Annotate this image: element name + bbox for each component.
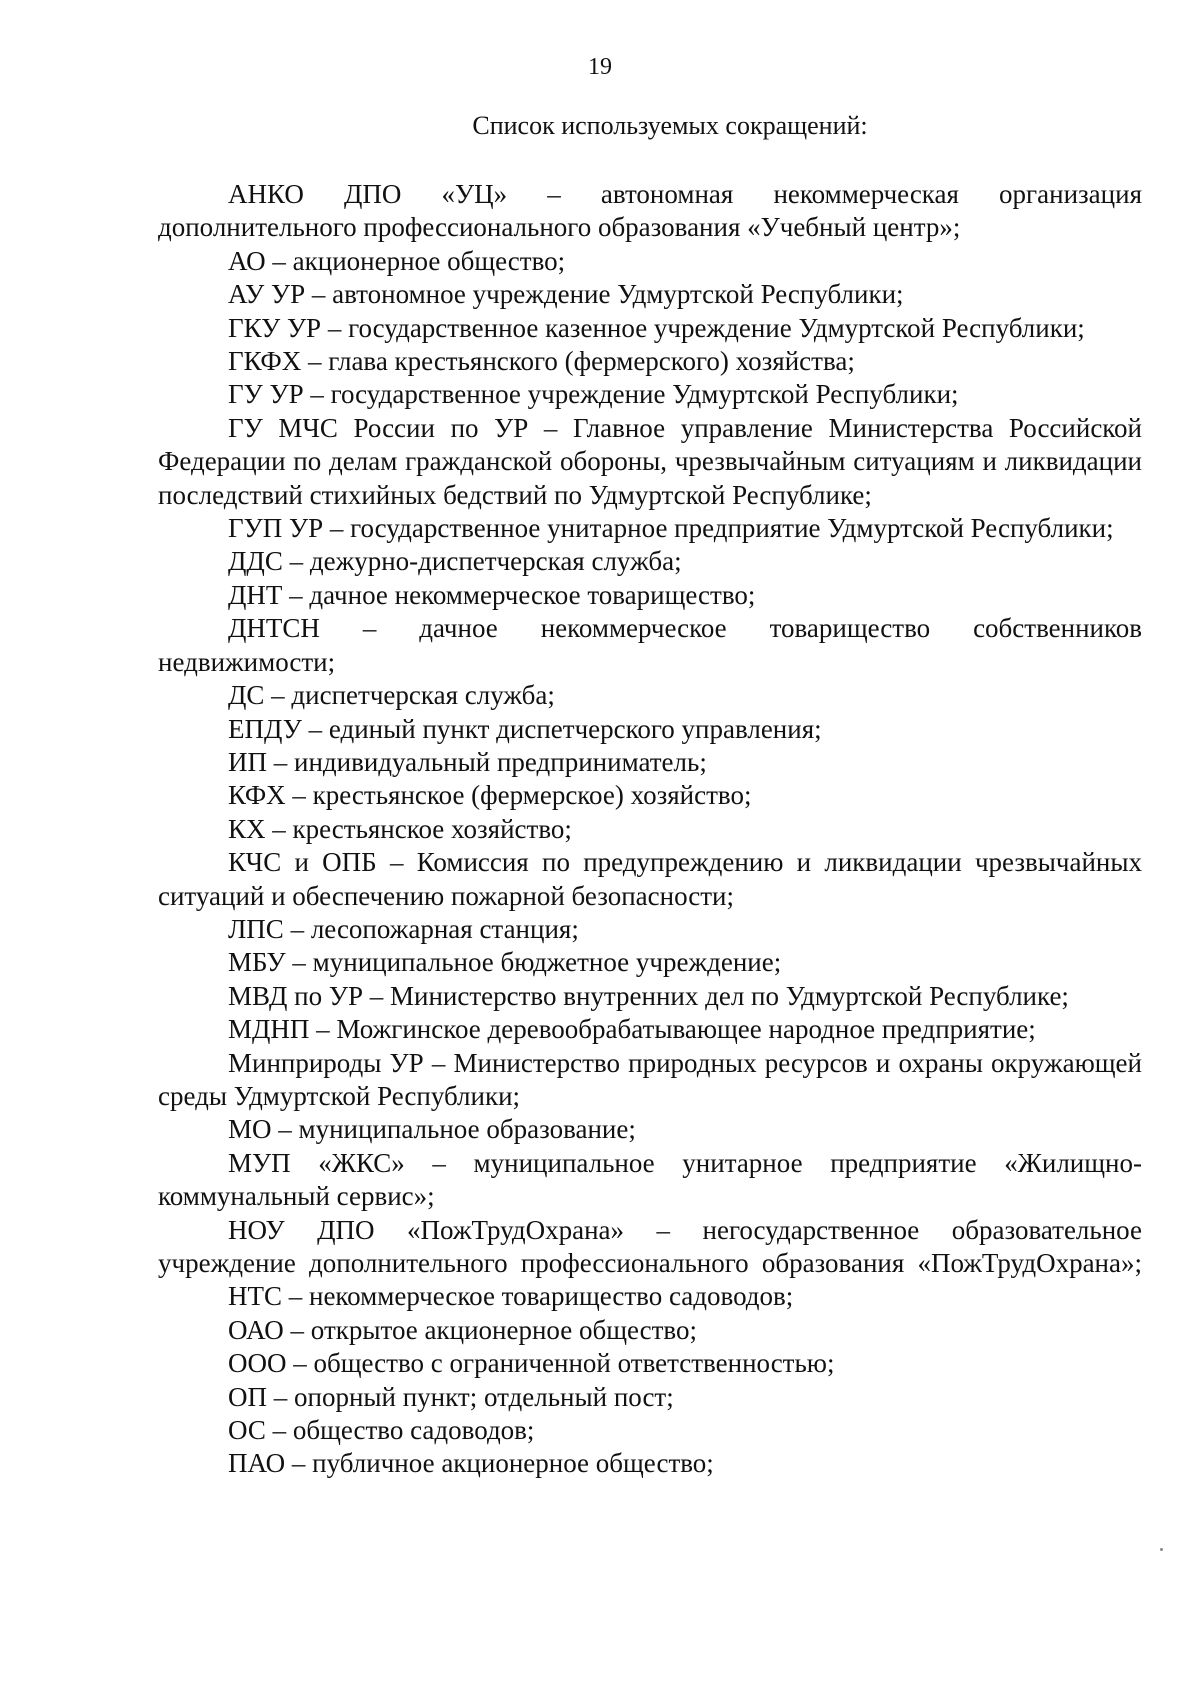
page-title: Список используемых сокращений: [472,111,868,140]
abbreviation-item: АНКО ДПО «УЦ» – автономная некоммерческая организация дополнительного профессионального образования «Учебный центр»; [158,179,1142,243]
abbreviation-item: ОС – общество садоводов; [228,1415,535,1446]
abbreviation-item: КФХ – крестьянское (фермерское) хозяйство; [228,780,752,811]
abbreviation-item: ПАО – публичное акционерное общество; [228,1448,714,1479]
abbreviation-item: ДНТСН – дачное некоммерческое товарищество собственников недвижимости; [158,613,1142,677]
abbreviation-item: КЧС и ОПБ – Комиссия по предупреждению и ликвидации чрезвычайных ситуаций и обеспечению пожарной безопасности; [158,847,1142,911]
abbreviation-item: МУП «ЖКС» – муниципальное унитарное предприятие «Жилищно-коммунальный сервис»; [158,1147,1142,1212]
abbreviation-item: ОАО – открытое акционерное общество; [228,1314,697,1345]
abbreviation-item: ООО – общество с ограниченной ответственностью; [228,1348,835,1379]
abbreviation-item: АО – акционерное общество; [228,245,566,276]
abbreviation-item: ГУ МЧС России по УР – Главное управление Министерства Российской Федерации по делам гражданской обороны, чрезвычайным ситуациям и ликвидации последствий стихийных бедствий по Удмуртской Республике; [158,412,1142,510]
abbreviation-item: МБУ – муниципальное бюджетное учреждение; [228,947,782,978]
abbreviation-item: ГКФХ – глава крестьянского (фермерского) хозяйства; [228,346,855,377]
abbreviation-item: ГКУ УР – государственное казенное учреждение Удмуртской Республики; [228,312,1085,343]
abbreviation-item: ОП – опорный пункт; отдельный пост; [228,1381,674,1412]
abbreviation-item: МВД по УР – Министерство внутренних дел по Удмуртской Республике; [228,980,1069,1011]
abbreviation-item: ДДС – дежурно-диспетчерская служба; [228,546,682,577]
abbreviation-item: МДНП – Можгинское деревообрабатывающее народное предприятие; [228,1014,1036,1045]
abbreviation-item: ИП – индивидуальный предприниматель; [228,746,707,777]
abbreviation-list [158,178,1142,1481]
abbreviation-item: ЛПС – лесопожарная станция; [228,913,579,944]
page-number: 19 [588,54,612,80]
abbreviation-item: ГУ УР – государственное учреждение Удмуртской Республики; [228,379,959,410]
abbreviation-item: КХ – крестьянское хозяйство; [228,813,572,844]
abbreviation-item: Минприроды УР – Министерство природных ресурсов и охраны окружающей среды Удмуртской Республики; [158,1047,1142,1111]
abbreviation-item: АУ УР – автономное учреждение Удмуртской Республики; [228,279,904,310]
abbreviation-item: МО – муниципальное образование; [228,1114,636,1145]
abbreviation-item: ЕПДУ – единый пункт диспетчерского управления; [228,713,822,744]
abbreviation-item: ГУП УР – государственное унитарное предприятие Удмуртской Республики; [228,513,1114,544]
abbreviation-item: НТС – некоммерческое товарищество садоводов; [228,1281,794,1312]
scan-artifact-dot [1160,1548,1163,1551]
abbreviation-item: НОУ ДПО «ПожТрудОхрана» – негосударственное образовательное учреждение дополнительного профессионального образования «ПожТрудОхрана»; [158,1214,1142,1278]
abbreviation-item: ДС – диспетчерская служба; [228,680,555,711]
abbreviation-item: ДНТ – дачное некоммерческое товарищество; [228,579,756,610]
